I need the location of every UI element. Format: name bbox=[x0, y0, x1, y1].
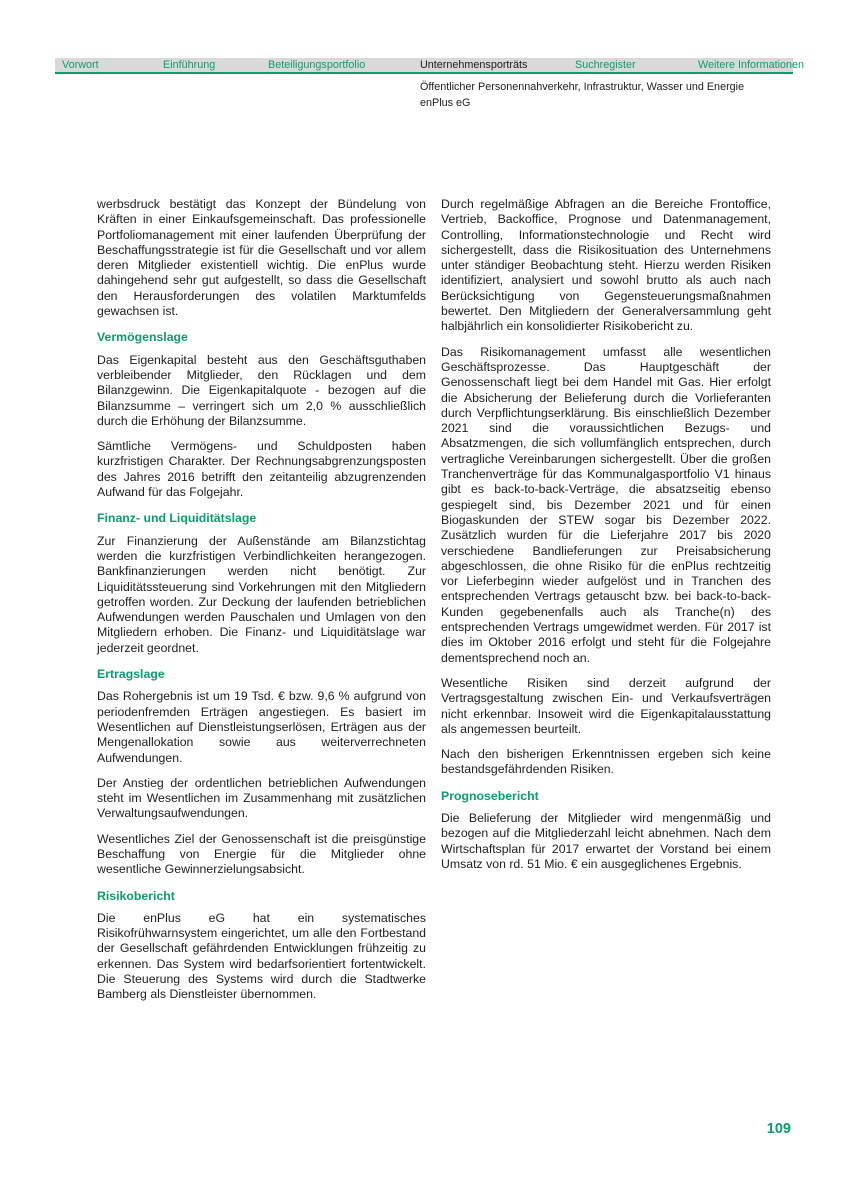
left-column bbox=[97, 197, 426, 1013]
nav-item-unternehmensportraets[interactable]: Unternehmensporträts bbox=[420, 59, 528, 71]
section-heading-finanz-liquiditaetslage: Finanz- und Liquiditätslage bbox=[97, 511, 257, 526]
paragraph: Sämtliche Vermögens- und Schuldposten haben kurzfristigen Charakter. Der Rechnungsabgrenzungsposten des Jahres 2016 betrifft den zeitanteilig abzugrenzenden Aufwand für das Folgejahr. bbox=[97, 439, 426, 500]
right-column bbox=[441, 197, 771, 882]
section-heading-ertragslage: Ertragslage bbox=[97, 667, 165, 682]
paragraph: Wesentliches Ziel der Genossenschaft ist die preisgünstige Beschaffung von Energie für die Mitglieder ohne wesentliche Gewinnerzielungsabsicht. bbox=[97, 831, 426, 877]
nav-item-suchregister[interactable]: Suchregister bbox=[575, 59, 636, 71]
paragraph: Das Eigenkapital besteht aus den Geschäftsguthaben verbleibender Mitglieder, den Rücklagen und dem Bilanzgewinn. Die Eigenkapitalquote - bezogen auf die Bilanzsumme – verringert sich um 2,0 % ausschließlich durch die Erhöhung der Bilanzsumme. bbox=[97, 352, 426, 428]
top-nav-band bbox=[55, 58, 805, 74]
nav-item-einfuehrung[interactable]: Einführung bbox=[163, 59, 216, 71]
nav-item-vorwort[interactable]: Vorwort bbox=[62, 59, 99, 71]
paragraph: Die enPlus eG hat ein systematisches Risikofrühwarnsystem eingerichtet, um alle den Fortbestand der Gesellschaft gefährdenden Entwicklungen frühzeitig zu erkennen. Das System wird bedarfsorientiert fortentwickelt. Die Steuerung des Systems wird durch die Stadtwerke Bamberg als Dienstleister übernommen. bbox=[97, 910, 426, 1002]
paragraph: Zur Finanzierung der Außenstände am Bilanzstichtag werden die kurzfristigen Verbindlichkeiten herangezogen. Bankfinanzierungen werden nicht benötigt. Zur Liquiditätssteuerung sind Vorkehrungen mit den Mitgliedern getroffen worden. Zur Deckung der laufenden betrieblichen Aufwendungen werden Pauschalen und Umlagen von den Mitgliedern erhoben. Die Finanz- und Liquiditätslage war jederzeit geordnet. bbox=[97, 533, 426, 655]
paragraph: Das Risikomanagement umfasst alle wesentlichen Geschäftsprozesse. Das Hauptgeschäft der Genossenschaft liegt bei dem Handel mit Gas. Hier erfolgt die Absicherung der Belieferung durch die Vorlieferanten durch Verpflichtungserklärung. Bis einschließlich Dezember 2021 sind die voraussichtlichen Bezugs- und Absatzmengen, die sich vollumfänglich entsprechen, durch vertragliche Vereinbarungen sichergestellt. Über die großen Tranchenverträge für das Kommunalgasportfolio V1 hinaus gibt es back-to-back-Verträge, die absatzseitig ebenso gespiegelt sind, bis Dezember 2021 und für einen Biogaskunden der STEW sogar bis Dezember 2022. Zusätzlich wurden für die Lieferjahre 2017 bis 2020 verschiedene Bandlieferungen zur Preisabsicherung abgeschlossen, die ohne Risiko für die enPlus rechtzeitig vor Lieferbeginn wieder aufgelöst und in Tranchen des entsprechenden Vertrags getauscht bzw. bei back-to-back-Kunden gegebenenfalls auch als Tranche(n) des entsprechenden Vertrags umgewidmet werden. Für 2017 ist dies im Oktober 2016 erfolgt und steht für die Folgejahre dementsprechend noch an. bbox=[441, 344, 771, 665]
nav-item-beteiligungsportfolio[interactable]: Beteiligungsportfolio bbox=[268, 59, 366, 71]
paragraph: werbsdruck bestätigt das Konzept der Bündelung von Kräften in einer Einkaufsgemeinschaft. Das professionelle Portfoliomanagement mit einer laufenden Überprüfung der Beschaffungsstrategie ist für die Gesellschaft und vor allem deren Mitglieder existentiell wichtig. Die enPlus wurde dahingehend sehr gut aufgestellt, so dass die Gesellschaft den Herausforderungen des volatilen Marktumfelds gewachsen ist. bbox=[97, 197, 426, 319]
chapter-category: Öffentlicher Personennahverkehr, Infrastruktur, Wasser und Energie bbox=[420, 81, 745, 93]
paragraph: Nach den bisherigen Erkenntnissen ergeben sich keine bestandsgefährdenden Risiken. bbox=[441, 747, 771, 777]
page-number: 109 bbox=[766, 1121, 791, 1137]
company-name: enPlus eG bbox=[420, 97, 471, 109]
chapter-header bbox=[420, 79, 744, 111]
section-heading-prognosebericht: Prognosebericht bbox=[441, 788, 539, 803]
paragraph: Das Rohergebnis ist um 19 Tsd. € bzw. 9,6 % aufgrund von periodenfremden Erträgen angestiegen. Es basiert im Wesentlichen auf Dienstleistungserlösen, Erträgen aus der Mengenallokation sowie aus weiterverrechneten Aufwendungen. bbox=[97, 689, 426, 765]
paragraph: Wesentliche Risiken sind derzeit aufgrund der Vertragsgestaltung zwischen Ein- und Verkaufsverträgen nicht erkennbar. Insoweit wird die Eigenkapitalausstattung als angemessen beurteilt. bbox=[441, 675, 771, 736]
paragraph: Durch regelmäßige Abfragen an die Bereiche Frontoffice, Vertrieb, Backoffice, Prognose und Datenmanagement, Controlling, Informationstechnologie und Recht wird sichergestellt, dass die Risikosituation des Unternehmens unter ständiger Beobachtung steht. Hierzu werden Risiken identifiziert, analysiert und sowohl brutto als auch nach Berücksichtigung von Gegensteuerungsmaßnahmen bewertet. Den Mitgliedern der Generalversammlung geht halbjährlich ein konsolidierter Risikobericht zu. bbox=[441, 197, 771, 334]
paragraph: Der Anstieg der ordentlichen betrieblichen Aufwendungen steht im Wesentlichen im Zusammenhang mit zusätzlichen Verwaltungsaufwendungen. bbox=[97, 775, 426, 821]
nav-item-weitere-informationen[interactable]: Weitere Informationen bbox=[698, 59, 805, 71]
section-heading-risikobericht: Risikobericht bbox=[97, 888, 175, 903]
paragraph: Die Belieferung der Mitglieder wird mengenmäßig und bezogen auf die Mitgliederzahl leicht abnehmen. Nach dem Wirtschaftsplan für 2017 erwartet der Vorstand bei einem Umsatz von rd. 51 Mio. € ein ausgeglichenes Ergebnis. bbox=[441, 810, 771, 871]
section-heading-vermoegenslage: Vermögenslage bbox=[97, 330, 188, 345]
